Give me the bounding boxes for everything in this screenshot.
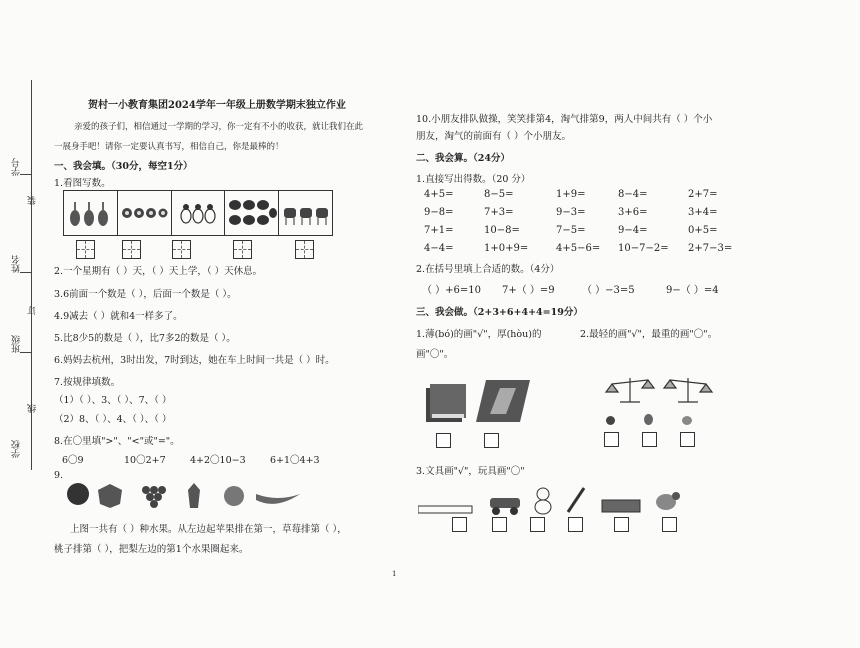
apple-answer-box[interactable]: [604, 432, 619, 447]
mark-zhuang: 装: [28, 196, 38, 205]
fill-title: 2.在括号里填上合适的数。（4分）: [416, 264, 560, 275]
toy-bird-icon: [656, 492, 680, 510]
calc-item: 7−5=: [556, 225, 586, 236]
question-6: 6.妈妈去杭州，3时出发，7时到达，她在车上时间一共是（ ）时。: [54, 355, 335, 366]
compare-item-3: 4+2〇10−3: [190, 455, 246, 466]
pencil-case-icon: [602, 500, 640, 512]
section1-heading: 一、我会填。（30分，每空1分）: [54, 161, 193, 172]
question-7: 7.按规律填数。: [54, 377, 121, 388]
apple-weight-icon: [606, 416, 615, 425]
teddy-bear-icon: [535, 488, 551, 514]
calc-item: 1+0+9=: [484, 243, 529, 254]
section3-heading: 三、我会做。（2+3+6+4+4=19分）: [416, 307, 583, 318]
question-7-part-2: （2）8、（ ）、4、（ ）、（ ）: [54, 414, 172, 425]
compare-item-1: 6〇9: [62, 455, 84, 466]
egg-icon: [227, 196, 277, 230]
toy-bird-answer-box[interactable]: [662, 517, 677, 532]
ruler-answer-box[interactable]: [452, 517, 467, 532]
label-school: 学校: [12, 440, 22, 458]
eggs-cell: [225, 191, 279, 235]
question-2: 2.一个星期有（ ）天，（ ）天上学，（ ）天休息。: [54, 266, 263, 277]
books-picture: [420, 374, 540, 430]
calc-item: 7+1=: [424, 225, 454, 236]
answer-grid-5[interactable]: [295, 240, 314, 259]
page-number: 1: [392, 570, 397, 578]
question-8: 8.在〇里填">"、"<"或"="。: [54, 436, 180, 447]
calc-item: 3+6=: [618, 207, 648, 218]
balance-scales-picture: [600, 372, 720, 408]
pineapples-cell: [64, 191, 118, 235]
question-4: 4.9减去（ ）就和4一样多了。: [54, 311, 183, 322]
question-1: 1.看图写数。: [54, 178, 111, 189]
fill-item: （ ）+6=10: [422, 285, 482, 296]
banana-answer-box[interactable]: [680, 432, 695, 447]
calc-item: 4+5=: [424, 189, 454, 200]
counting-picture-box: [63, 190, 333, 236]
apple-icon: [67, 483, 89, 505]
mark-xian: 线: [28, 404, 38, 413]
intro-line-1: 亲爱的孩子们，相信通过一学期的学习，你一定有不小的收获，就让我们在此: [74, 122, 364, 132]
question-9-text-2: 桃子排第（ ），把梨左边的第1个水果圈起来。: [54, 544, 249, 555]
fill-item: （ ）−3=5: [582, 285, 635, 296]
question-10-line-1: 10.小朋友排队做操，笑笑排第4，淘气排第9，两人中间共有（ ）个小: [416, 114, 713, 125]
question-3: 3.6前面一个数是（ ），后面一个数是（ ）。: [54, 289, 237, 300]
strawberry-icon: [98, 484, 122, 508]
compare-item-4: 6+1〇4+3: [270, 455, 320, 466]
question-10-line-2: 朋友，淘气的前面有（ ）个小朋友。: [416, 131, 572, 142]
cows-cell: [279, 191, 332, 235]
fill-item: 9−（ ）=4: [666, 285, 719, 296]
pineapple-icon: [67, 198, 113, 228]
calc-item: 10−8=: [484, 225, 520, 236]
calc-item: 4−4=: [424, 243, 454, 254]
toy-car-answer-box[interactable]: [492, 517, 507, 532]
calc-item: 2+7=: [688, 189, 718, 200]
calc-item: 10−7−2=: [618, 243, 669, 254]
flower-icon: [120, 198, 168, 228]
intro-line-2: 一展身手吧！请你一定要认真书写，相信自己，你是最棒的！: [54, 142, 284, 152]
calc-item: 0+5=: [688, 225, 718, 236]
pencil-answer-box[interactable]: [568, 517, 583, 532]
label-class: 班级: [12, 335, 22, 353]
calc-item: 7+3=: [484, 207, 514, 218]
cow-icon: [282, 198, 330, 228]
teddy-bear-answer-box[interactable]: [530, 517, 545, 532]
question-5: 5.比8少5的数是（ ），比7多2的数是（ ）。: [54, 333, 236, 344]
ruler-icon: [418, 506, 472, 513]
question-9: 9.: [54, 470, 64, 481]
calc-item: 2+7−3=: [688, 243, 733, 254]
thin-book-icon: [476, 380, 530, 422]
calc-item: 9−8=: [424, 207, 454, 218]
answer-grid-4[interactable]: [233, 240, 252, 259]
calc-item: 1+9=: [556, 189, 586, 200]
pear-weight-icon: [644, 414, 653, 425]
pencil-icon: [568, 488, 584, 512]
section3-q1-line-1: 1.薄(bó)的画"√"，厚(hòu)的: [416, 329, 542, 340]
pineapple-fruit-icon: [188, 483, 200, 508]
pear-answer-box[interactable]: [642, 432, 657, 447]
compare-item-2: 10〇2+7: [124, 455, 166, 466]
question-9-text-1: 上图一共有（ ）种水果。从左边起苹果排在第一，草莓排第（ ），: [70, 524, 347, 535]
calc-item: 8−4=: [618, 189, 648, 200]
calc-item: 4+5−6=: [556, 243, 601, 254]
banana-icon: [256, 494, 300, 504]
chick-icon: [178, 198, 218, 228]
section3-q1-line-2: 画"〇"。: [416, 349, 454, 360]
banana-weight-icon: [682, 416, 692, 425]
label-name: 姓名: [12, 255, 22, 273]
calc-item: 9−3=: [556, 207, 586, 218]
answer-grid-2[interactable]: [122, 240, 141, 259]
label-student-number: 学号: [12, 158, 22, 176]
answer-grid-3[interactable]: [172, 240, 191, 259]
grapes-icon: [142, 486, 166, 508]
calc-item: 9−4=: [618, 225, 648, 236]
mark-ding: 订: [28, 306, 38, 315]
question-7-part-1: （1）（ ）、3、（ ）、7、（ ）: [54, 395, 172, 406]
page-title: 贺村一小教育集团2024学年一年级上册数学期末独立作业: [88, 100, 346, 111]
section3-q3: 3.文具画"√"，玩具画"〇": [416, 466, 525, 477]
thick-book-icon: [426, 384, 466, 422]
chicks-cell: [172, 191, 226, 235]
flowers-cell: [118, 191, 172, 235]
peach-icon: [224, 486, 244, 506]
calc-title: 1.直接写出得数。（20 分）: [416, 174, 531, 185]
section2-heading: 二、我会算。（24分）: [416, 153, 510, 164]
calc-item: 8−5=: [484, 189, 514, 200]
answer-grid-1[interactable]: [76, 240, 95, 259]
calc-item: 3+4=: [688, 207, 718, 218]
thin-book-answer-box[interactable]: [484, 433, 499, 448]
section3-q2: 2.最轻的画"√"，最重的画"〇"。: [580, 329, 718, 340]
fill-item: 7+（ ）=9: [502, 285, 555, 296]
pencil-case-answer-box[interactable]: [614, 517, 629, 532]
thick-book-answer-box[interactable]: [436, 433, 451, 448]
fruits-row: [64, 480, 304, 510]
stationery-toys-picture: [418, 484, 708, 516]
toy-car-icon: [490, 498, 520, 515]
